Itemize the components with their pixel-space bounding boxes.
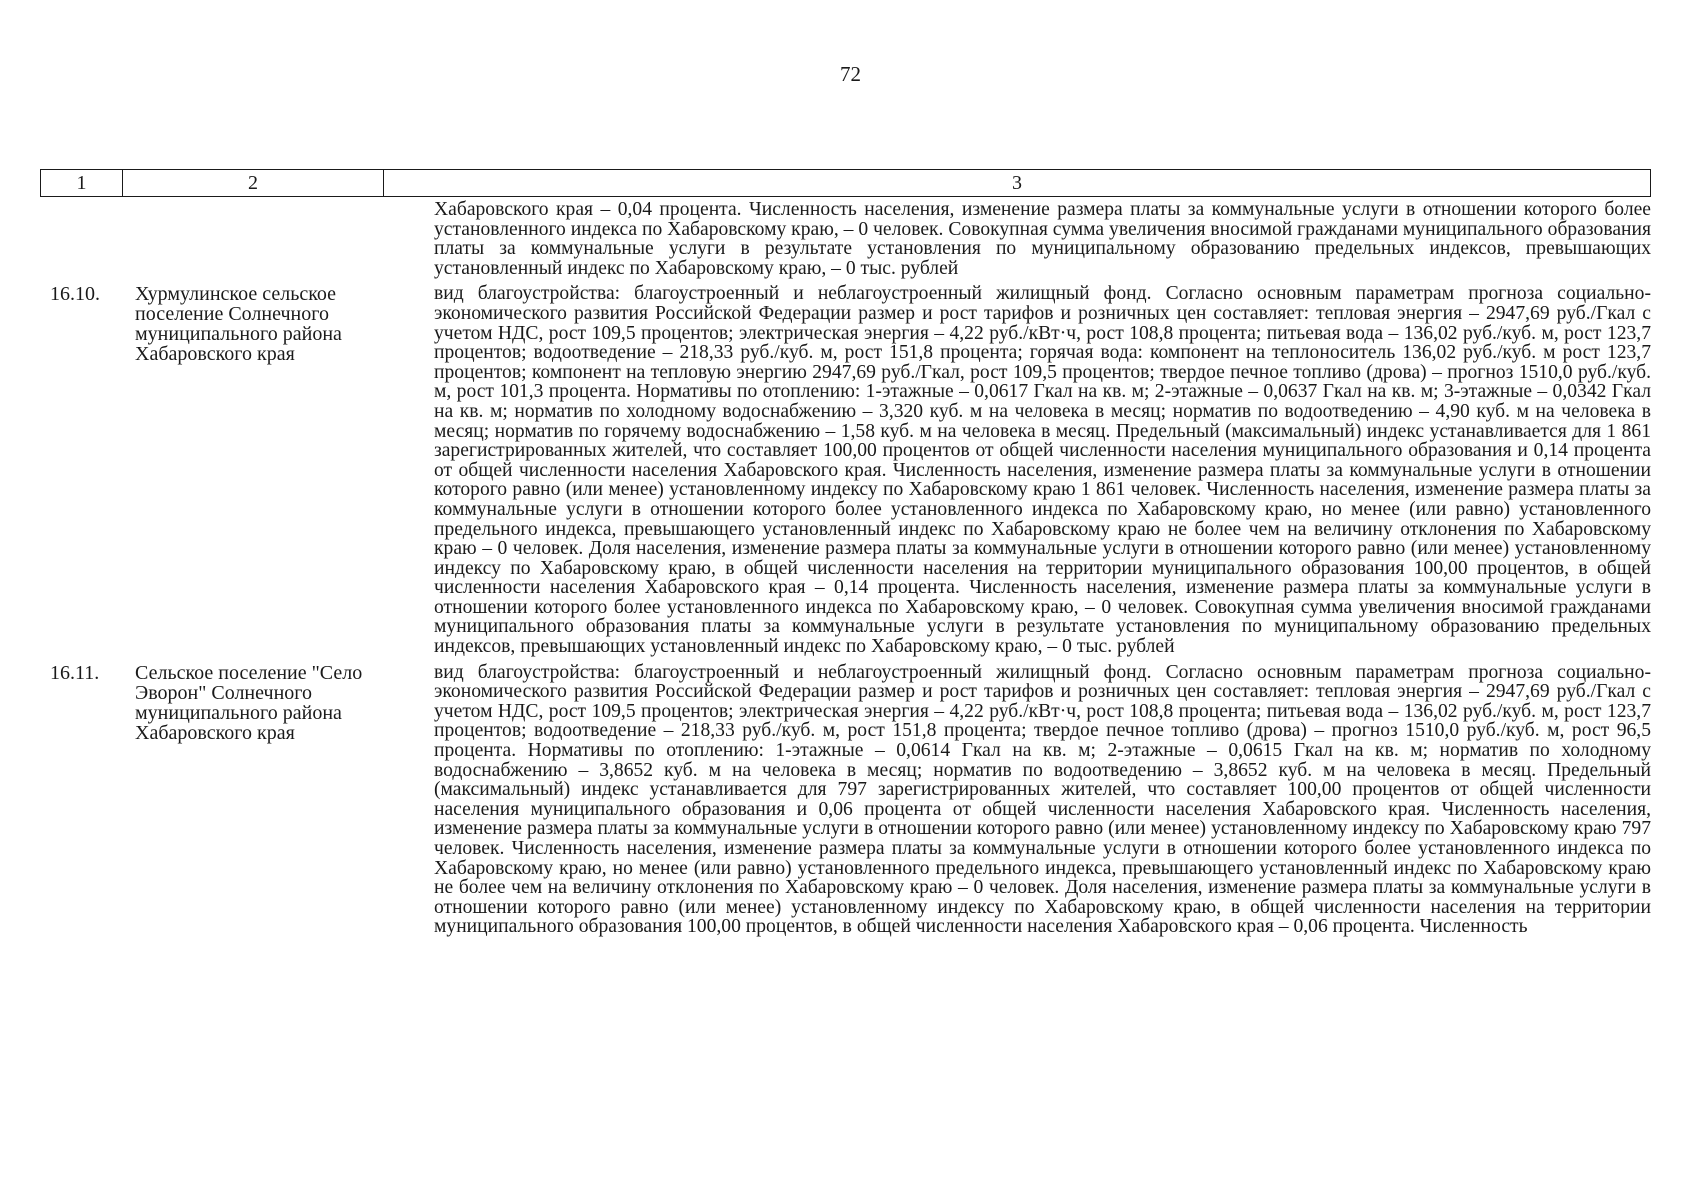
continuation-description: Хабаровского края – 0,04 процента. Численность населения, изменение размера платы за коммунальные услуги в отношении которого более установленного индекса по Хабаровскому краю, – 0 человек. Совокупная сумма увеличения вносимой гражданами муниципального образования платы за коммунальные услуги в результате установления по муниципальному образованию предельных индексов, превышающих установленный индекс по Хабаровскому краю, – 0 тыс. рублей <box>434 199 1651 279</box>
row-description: вид благоустройства: благоустроенный и неблагоустроенный жилищный фонд. Согласно основным параметрам прогноза социально-экономического развития Российской Федерации размер и рост тарифов и розничных цен составляет: тепловая энергия – 2947,69 руб./Гкал с учетом НДС, рост 109,5 процентов; электрическая энергия – 4,22 руб./кВт·ч, рост 108,8 процента; питьевая вода – 136,02 руб./куб. м, рост 123,7 процентов; водоотведение – 218,33 руб./куб. м, рост 151,8 процента; твердое печное топливо (дрова) – прогноз 1510,0 руб./куб. м, рост 96,5 процента. Нормативы по отоплению: 1-этажные – 0,0614 Гкал на кв. м; 2-этажные – 0,0615 Гкал на кв. м; норматив по холодному водоснабжению – 3,8652 куб. м на человека в месяц; норматив по водоотведению – 3,8652 куб. м на человека в месяц. Предельный (максимальный) индекс устанавливается для 797 зарегистрированных жителей, что составляет 100,00 процентов от общей численности населения муниципального образования и 0,06 процента от общей численности населения Хабаровского края. Численность населения, изменение размера платы за коммунальные услуги в отношении которого равно (или менее) установленному индексу по Хабаровскому краю 797 человек. Численность населения, изменение размера платы за коммунальные услуги в отношении которого более установленного индекса по Хабаровскому краю, но менее (или равно) установленного предельного индекса, превышающего установленный индекс по Хабаровскому краю не более чем на величину отклонения по Хабаровскому краю – 0 человек. Доля населения, изменение размера платы за коммунальные услуги в отношении которого равно (или менее) установленному индексу по Хабаровскому краю, в общей численности населения на территории муниципального образования 100,00 процентов, в общей численности населения Хабаровского края – 0,06 процента. Численность <box>434 661 1651 938</box>
header-col-1: 1 <box>41 170 123 196</box>
settlement-name: Сельское поселение "Село Эворон" Солнечного муниципального района Хабаровского края <box>135 661 363 744</box>
table-row <box>40 284 1651 656</box>
table-header <box>40 169 1651 197</box>
row-description: вид благоустройства: благоустроенный и неблагоустроенный жилищный фонд. Согласно основным параметрам прогноза социально-экономического развития Российской Федерации размер и рост тарифов и розничных цен составляет: тепловая энергия – 2947,69 руб./Гкал с учетом НДС, рост 109,5 процентов; электрическая энергия – 4,22 руб./кВт·ч, рост 108,8 процента; питьевая вода – 136,02 руб./куб. м, рост 123,7 процентов; водоотведение – 218,33 руб./куб. м, рост 151,8 процента; горячая вода: компонент на теплоноситель 136,02 руб./куб. м рост 123,7 процентов; компонент на тепловую энергию 2947,69 руб./Гкал, рост 109,5 процентов; твердое печное топливо (дрова) – прогноз 1510,0 руб./куб. м, рост 101,3 процента. Нормативы по отоплению: 1-этажные – 0,0617 Гкал на кв. м; 2-этажные – 0,0637 Гкал на кв. м; 3-этажные – 0,0342 Гкал на кв. м; норматив по холодному водоснабжению – 3,320 куб. м на человека в месяц; норматив по водоотведению – 4,90 куб. м на человека в месяц; норматив по горячему водоснабжению – 1,58 куб. м на человека в месяц. Предельный (максимальный) индекс устанавливается для 1 861 зарегистрированных жителей, что составляет 100,00 процентов от общей численности населения муниципального образования и 0,14 процента от общей численности населения Хабаровского края. Численность населения, изменение размера платы за коммунальные услуги в отношении которого равно (или менее) установленному индексу по Хабаровскому краю 1 861 человек. Численность населения, изменение размера платы за коммунальные услуги в отношении которого более установленного индекса по Хабаровскому краю, но менее (или равно) установленного предельного индекса, превышающего установленный индекс по Хабаровскому краю не более чем на величину отклонения по Хабаровскому краю – 0 человек. Доля населения, изменение размера платы за коммунальные услуги в отношении которого равно (или менее) установленному индексу по Хабаровскому краю, в общей численности населения на территории муниципального образования 100,00 процентов, в общей численности населения Хабаровского края – 0,14 процента. Численность населения, изменение размера платы за коммунальные услуги в отношении которого более установленного индекса по Хабаровскому краю, – 0 человек. Совокупная сумма увеличения вносимой гражданами муниципального образования платы за коммунальные услуги в результате установления по муниципальному образованию предельных индексов, превышающих установленный индекс по Хабаровскому краю, – 0 тыс. рублей <box>434 283 1651 658</box>
page-number: 72 <box>840 62 861 86</box>
table-body <box>40 200 1651 937</box>
header-col-3: 3 <box>1012 172 1022 194</box>
table-row <box>40 663 1651 937</box>
table-row-continuation <box>40 200 1651 278</box>
header-col-2: 2 <box>123 170 384 196</box>
settlement-name: Хурмулинское сельское поселение Солнечного муниципального района Хабаровского края <box>135 283 342 366</box>
row-number: 16.11. <box>50 661 100 684</box>
row-number: 16.10. <box>50 283 100 306</box>
